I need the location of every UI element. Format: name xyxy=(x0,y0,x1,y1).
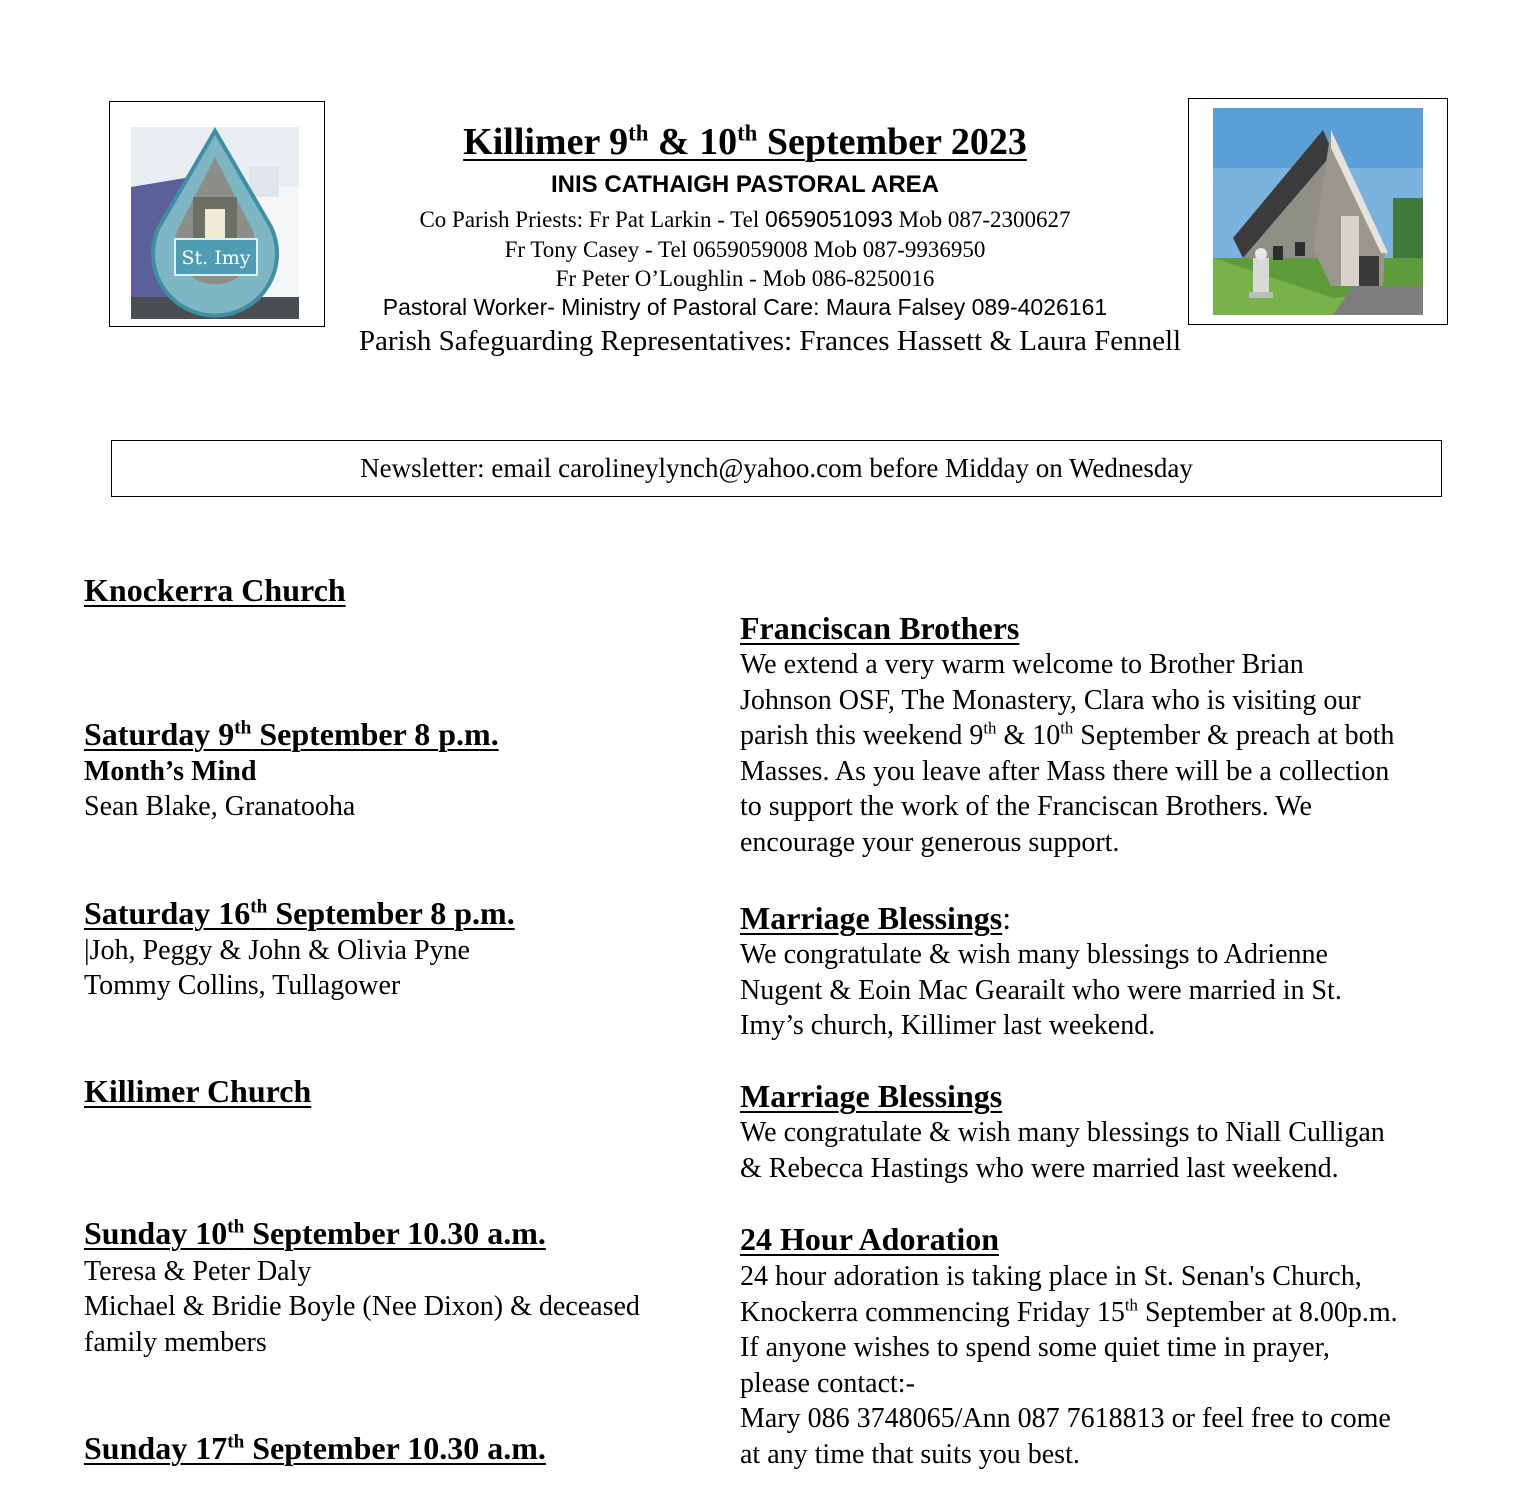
page-title: Killimer 9th & 10th September 2023 xyxy=(463,120,1027,163)
killimer-church-heading: Killimer Church xyxy=(84,1073,312,1109)
sunday-17-heading: Sunday 17th September 10.30 a.m. xyxy=(84,1430,546,1466)
church-photo xyxy=(1213,108,1423,315)
newsletter-text: Newsletter: email carolineylynch@yahoo.com before Midday on Wednesday xyxy=(360,453,1193,483)
marriage-blessings-1-heading: Marriage Blessings: xyxy=(740,900,1012,936)
adoration-heading: 24 Hour Adoration xyxy=(740,1221,999,1257)
pastoral-area: INIS CATHAIGH PASTORAL AREA xyxy=(550,171,940,198)
newsletter-box xyxy=(111,440,1442,497)
intention-pyne: |Joh, Peggy & John & Olivia Pyne xyxy=(84,935,470,966)
marriage-blessings-2-heading: Marriage Blessings xyxy=(740,1078,1003,1114)
intention-boyle-1: Michael & Bridie Boyle (Nee Dixon) & deceased xyxy=(84,1291,640,1322)
marriage-blessings-1-text: We congratulate & wish many blessings to Adrienne Nugent & Eoin Mac Gearailt who were married in St. Imy’s church, Killimer last weekend. xyxy=(740,939,1342,1041)
co-parish-priests: Co Parish Priests: Fr Pat Larkin - Tel 0659051093 Mob 087-2300627 xyxy=(419,206,1071,232)
sunday-10-heading: Sunday 10th September 10.30 a.m. xyxy=(84,1215,546,1251)
logo-frame-left xyxy=(109,101,325,327)
franciscan-brothers-heading: Franciscan Brothers xyxy=(740,610,1020,646)
intention-tommy-collins: Tommy Collins, Tullagower xyxy=(84,970,401,1001)
saturday-9-heading: Saturday 9th September 8 p.m. xyxy=(84,716,499,752)
priest-peter-oloughlin: Fr Peter O’Loughlin - Mob 086-8250016 xyxy=(555,266,935,291)
marriage-blessings-2-text: We congratulate & wish many blessings to Niall Culligan & Rebecca Hastings who were married last weekend. xyxy=(740,1117,1385,1184)
safeguarding-reps: Parish Safeguarding Representatives: Frances Hassett & Laura Fennell xyxy=(358,325,1182,357)
intention-sean-blake: Sean Blake, Granatooha xyxy=(84,791,356,822)
svg-text:St. Imy: St. Imy xyxy=(181,247,251,269)
intention-boyle-2: family members xyxy=(84,1327,267,1358)
saturday-16-heading: Saturday 16th September 8 p.m. xyxy=(84,895,515,931)
st-imy-logo xyxy=(131,127,299,319)
franciscan-text: We extend a very warm welcome to Brother Brian Johnson OSF, The Monastery, Clara who is visiting our parish this weekend 9th & 10th September & preach at both Masses. As you leave after Mass there will be a collection to support the work of the Franciscan Brothers. We encourage your generous support. xyxy=(740,649,1395,858)
photo-frame-right xyxy=(1188,98,1448,325)
pastoral-worker: Pastoral Worker- Ministry of Pastoral Care: Maura Falsey 089-4026161 xyxy=(382,294,1108,320)
adoration-text: 24 hour adoration is taking place in St. Senan's Church, Knockerra commencing Friday 15th September at 8.00p.m. If anyone wishes to spend some quiet time in prayer, please contact:- Mary 086 3748065/Ann 087 7618813 or feel free to come at any time that suits you best. xyxy=(740,1261,1398,1470)
intention-daly: Teresa & Peter Daly xyxy=(84,1256,312,1287)
months-mind: Month’s Mind xyxy=(84,756,257,787)
priest-tony-casey: Fr Tony Casey - Tel 0659059008 Mob 087-9936950 xyxy=(504,237,986,262)
knockerra-church-heading: Knockerra Church xyxy=(84,572,346,608)
